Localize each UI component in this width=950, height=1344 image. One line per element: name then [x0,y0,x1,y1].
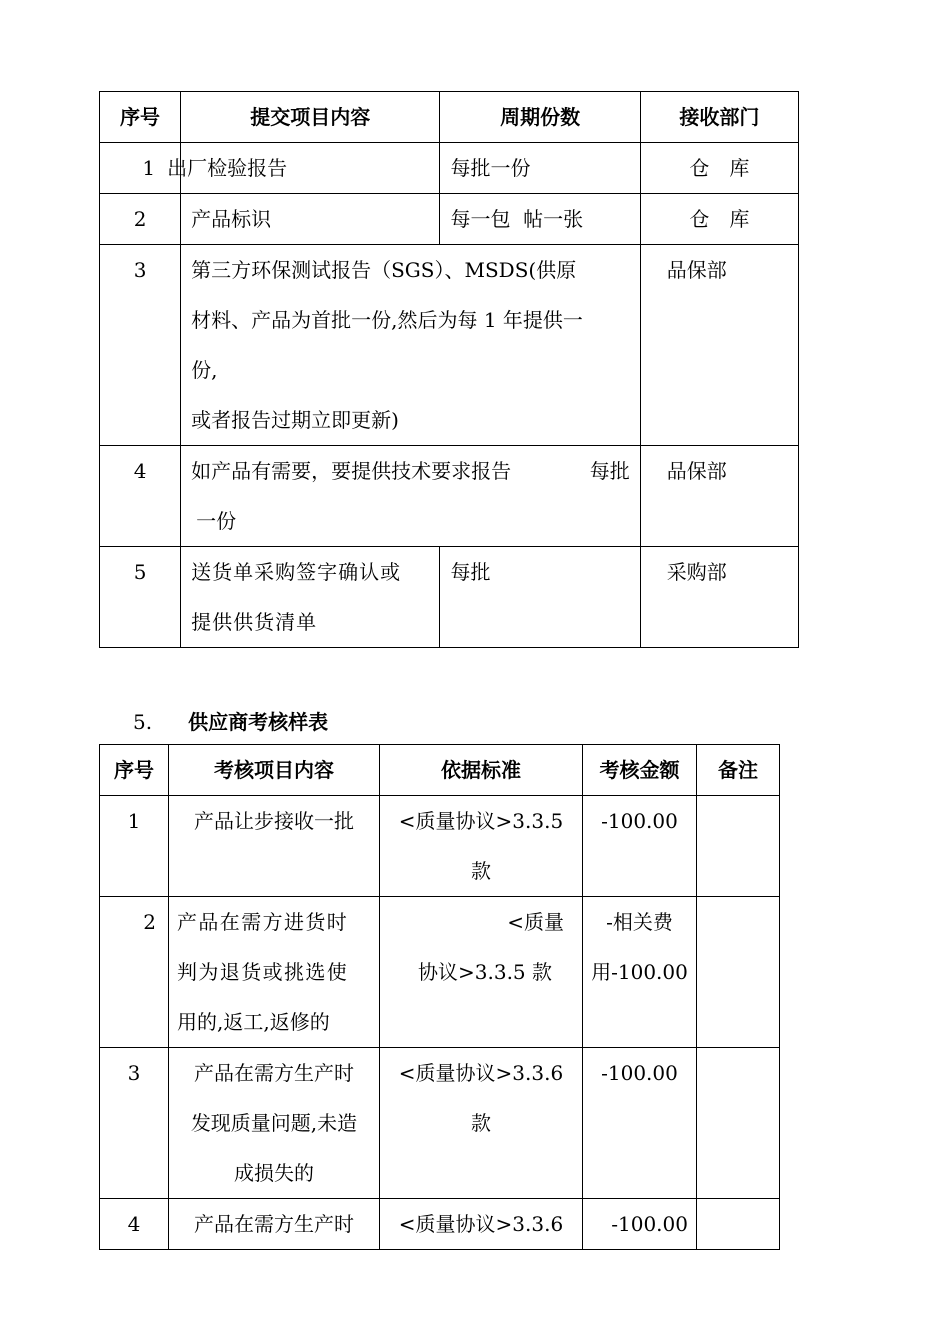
table-row [100,897,780,1048]
section-heading [133,706,328,735]
header-dept: 接收部门 [640,92,798,143]
assessment-table [99,744,780,1250]
row-content: 产品在需方进货时 判为退货或挑选使 用的,返工,返修的 [169,897,380,1048]
row-standard: <质量协议>3.3.6 [380,1199,583,1250]
header-content: 考核项目内容 [169,745,380,796]
row-no: 4 [100,1199,169,1250]
row-no: 3 [100,1048,169,1199]
row-period: 每批 [440,547,640,648]
row-period: 每批 [589,459,630,483]
table-row [100,245,799,446]
row-dept: 仓 库 [640,194,798,245]
row-content: 产品让步接收一批 [169,796,380,897]
row-note [697,796,780,897]
section-number: 5. [133,710,153,734]
header-no: 序号 [100,92,181,143]
header-amount: 考核金额 [583,745,697,796]
row-standard: <质量 协议>3.3.5 款 [380,897,583,1048]
row-dept: 品保部 [640,245,798,446]
row-no: 2 [100,194,181,245]
row-amount: -100.00 [583,1199,697,1250]
table-row [100,1048,780,1199]
row-note [697,897,780,1048]
header-content: 提交项目内容 [181,92,440,143]
header-standard: 依据标准 [380,745,583,796]
row-content: 产品在需方生产时 [169,1199,380,1250]
row-dept: 品保部 [640,446,798,547]
row-standard: <质量协议>3.3.5 款 [380,796,583,897]
row-note [697,1048,780,1199]
row-dept: 仓 库 [640,143,798,194]
row-period: 每一包 帖一张 [440,194,640,245]
row-note [697,1199,780,1250]
row-period: 每批一份 [440,143,640,194]
row-no: 5 [100,547,181,648]
row-amount: -100.00 [583,1048,697,1199]
section-title: 供应商考核样表 [188,710,329,734]
row-amount: -相关费 用-100.00 [583,897,697,1048]
header-period: 周期份数 [440,92,640,143]
row-dept: 采购部 [640,547,798,648]
table-row [100,143,799,194]
row-content: 送货单采购签字确认或 提供供货清单 [181,547,440,648]
row-no: 2 [100,897,169,1048]
row-content: 产品标识 [181,194,440,245]
row-content: 如产品有需要，要提供技术要求报告 每批 一份 [181,446,641,547]
row-no: 1 [142,156,156,180]
table-row [100,1199,780,1250]
table-row [100,446,799,547]
submission-table [99,91,799,648]
row-standard: <质量协议>3.3.6 款 [380,1048,583,1199]
table-row [100,194,799,245]
row-content: 出厂检验报告 [167,156,288,180]
header-no: 序号 [100,745,169,796]
header-note: 备注 [697,745,780,796]
row-no: 1 [100,796,169,897]
row-no: 4 [100,446,181,547]
row-no: 3 [100,245,181,446]
row-amount: -100.00 [583,796,697,897]
table-row [100,796,780,897]
row-content: 产品在需方生产时 发现质量问题,未造 成损失的 [169,1048,380,1199]
row-content: 第三方环保测试报告（SGS）、MSDS(供原 材料、产品为首批一份,然后为每 1 年提供一 份, 或者报告过期立即更新) [181,245,641,446]
table-row [100,547,799,648]
